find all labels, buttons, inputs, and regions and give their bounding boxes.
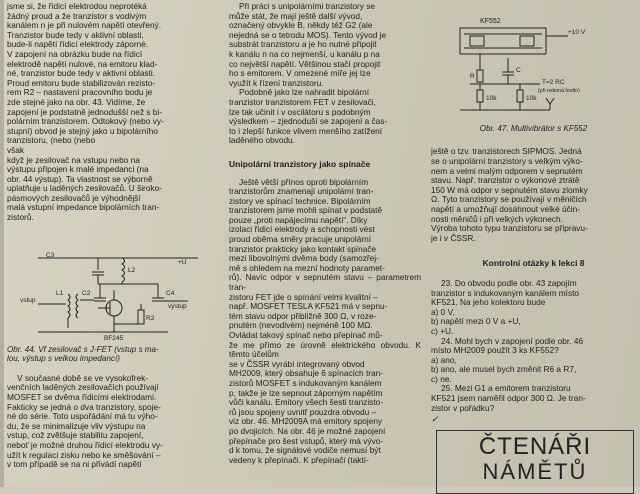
questions-heading: Kontrolní otázky k lekci 8 — [482, 258, 585, 269]
figure-47-caption: Obr. 47. Multivibrátor s KF552 — [479, 124, 588, 133]
question-24-option-a: a) ano, — [431, 354, 457, 365]
figure-47-svg — [450, 14, 598, 118]
column-3 — [431, 124, 636, 426]
column-1-lower — [7, 345, 214, 470]
figure-44-schematic — [18, 250, 208, 342]
col3-paragraph-1: ještě o tzv. tranzistorech SIPMOS. Jedná se o unipolární tranzistory s velkým výko- nem a velmi malým odporem v sepnutém stavu. Např. tranzistor o výkonové ztrátě 150 W má odpor v sepnutém stavu zlomky Ω. Tyto tranzistory se používají v měničích napětí a umožňují dosáhnout velké účin- nosti měničů i při velkých výkonech. Výroba tohoto typu tranzistoru se připravu- je i v ČSSR. — [431, 146, 588, 243]
col2-paragraph-2: Podobně jako lze nahradit bipolární tranzistor tranzistorem FET v zesilovači, lze tak učinit i v oscilátoru s podobným výsledkem – zjednoduší se zapojení a čas- to i zlepší funkce vlivem menšího zatížení laděného obvodu. — [229, 87, 388, 146]
question-23-option-a: a) 0 V, — [431, 306, 455, 317]
fig47-label-supply: +10 V — [568, 29, 586, 36]
fig44-label-r2: R2 — [146, 315, 155, 322]
fig44-label-c3: C3 — [46, 252, 55, 259]
figure-47-schematic — [450, 14, 598, 118]
question-23-option-c: c) +U. — [431, 325, 454, 336]
fig47-label-chip: KF552 — [480, 18, 501, 25]
question-25: 25. Mezi G1 a emitorem tranzistoru KF521 jsem naměřil odpor 300 Ω. Je tran- zistor v pořádku? — [431, 383, 586, 413]
col2-paragraph-1: Při práci s unipolárními tranzistory se může stát, že mají ještě další vývod, označený obvykle B, někdy též G2 (ale nejedná se o tetrodu MOS). Tento vývod je substrát tranzistoru a je ho nutné připojit k kanálu n na co nejmenší, u kanálu p na co největší napětí. Většinou stačí propojit ho s emitorem. V omezené míře jej lze využít k řízení tranzistoru. — [229, 1, 387, 88]
fig47-label-period: T=2 RC — [542, 79, 565, 86]
question-24: 24. Mohl bych v zapojení podle obr. 46 místo MH2009 použít 3 ks KF552? — [431, 335, 584, 356]
fig44-label-output: výstup — [168, 303, 187, 310]
readers-box-line-2: NÁMĚTŮ — [482, 459, 588, 484]
fig44-label-input: vstup — [20, 297, 36, 304]
column-1 — [7, 2, 214, 223]
fig47-label-note: (při nekoná hodin) — [538, 88, 580, 94]
question-24-option-c: c) ne. — [431, 373, 452, 384]
page-binding-edge — [0, 0, 4, 487]
figure-44-svg — [18, 250, 208, 342]
fig44-label-transistor: BF245 — [104, 335, 124, 342]
fig47-label-r: R — [470, 73, 475, 80]
column-2 — [229, 2, 421, 465]
question-24-option-b: b) ano, ale musel bych změnit R6 a R7, — [431, 364, 577, 375]
fig44-label-c4: C4 — [166, 290, 175, 297]
figure-44-caption: Obr. 44. Vf zesilovač s J-FET (vstup s ma- lou, výstup s velkou impedancí) — [7, 345, 159, 364]
fig44-label-l1: L1 — [56, 290, 64, 297]
readers-box-line-1: ČTENÁŘI — [478, 433, 592, 460]
fig47-label-res-left: 10k — [486, 95, 497, 102]
col2-paragraph-3: Ještě větší přínos oproti bipolárním tranzistorům znamenají unipolární tran- zistory ve spínací technice. Bipolárním tranzistorem jsme mohli spínat v podstatě pouze „proti napájecímu napětí“. Díky izolaci řídicí elektrody a schopnosti vést proud oběma směry pracuje unipolární tranzistor prakticky jako kontakt spínače mezi libovolnými dvěma body (samozřej- mě s ohledem na mezní hodnoty paramet- rů). Navíc odpor v sepnutém stavu – parametrem tran- zistoru FET jde o spínání velmi kvalitní – např. MOSFET TESLA KF521 má v sepnu- tém stavu odpor přibližně 300 Ω, v roze- pnutém (nevodivém) nejméně 100 MΩ. Ovládat takový spínač nebo přepínač mů- že me přímo ze úrovně elektrického obvodu. K těmto účelům se v ČSSR vyrábí integrovaný obvod MH2009, který obsahuje 6 spínacích tran- zistorů MOSFET s indukovaným kanálem p, takže je lze sepnout záporným napětím vůči kanálu. Emitory všech šesti tranzisto- rů jsou spojeny uvnitř pouzdra obvodu – viz obr. 46. MH2009A má emitory spojeny po dvojicích. Na obr. 46 je možné zapojení přepínače pro šest vstupů, který má vývo- d k tomu, že signálové vodiče nemusí být vedeny k přepínači. K přepínači (taktí- — [229, 176, 421, 465]
question-23-option-b: b) napětí mezi 0 V a +U, — [431, 316, 521, 327]
readers-box — [436, 430, 634, 494]
fig44-label-supply: +U — [178, 259, 187, 266]
col2-section-heading: Unipolární tranzistory jako spínače — [229, 158, 371, 169]
col1-paragraph-2: V současné době se ve vysokofrek- venčních laděných zesilovačích používají MOSFET se dvěma řídicími elektrodami. Fakticky se jedná o dva tranzistory, spoje- né do série. Toto uspořádání má tu výho- du, že se minimalizuje vliv výstupu na vstup, což zvětšuje stabilitu zapojení, neboť je možné druhou řídicí elektrodu vy- užít k regulaci zisku nebo ke směšování – v tom případě se na ni přivádí napětí — [7, 372, 163, 470]
fig47-label-res-right: 10k — [526, 95, 537, 102]
fig47-label-c: C — [516, 67, 521, 74]
col1-paragraph-1: jsme si, že řídicí elektrodou neprotéká žádný proud a že tranzistor s vodivým kanálem n je při nulovém napětí otevřený. Tranzistor bude tedy v aktivní oblasti, bude-li napětí řídicí elektrody záporné. V zapojení na obrázku bude na řídicí elektrodě napětí nulové, na emitoru klad- né, tranzistor bude tedy v aktivní oblasti. Proud emitoru bude stabilizován rezisto- rem R2 – nastavení pracovního bodu je zde stejné jako na obr. 43. Vidíme, že zapojení je podstatně jednodušší než s bi- polárním tranzistorem. Odtokový (nebo vy- stupní) obvod je stejný jako u bipolárního tranzistoru, (nebo (nebo však když je zesilovač na vstupu nebo na výstupu připojen k malé impedanci (na obr. 44 výstup). Ta vlastnost se výborně uplatňuje u laděných zesilovačů. U široko- pásmových zesilovačů je výhodnější malá vstupní impedance bipolárních tran- zistorů. — [7, 1, 164, 223]
handwritten-mark: ✓ — [431, 415, 439, 426]
question-23: 23. Do obvodu podle obr. 43 zapojím tranzistor s indukovaným kanálem místo KF521. Na jeho kolektoru bude — [431, 277, 580, 308]
fig44-label-c2: C2 — [82, 290, 91, 297]
fig44-label-l2: L2 — [128, 267, 136, 274]
